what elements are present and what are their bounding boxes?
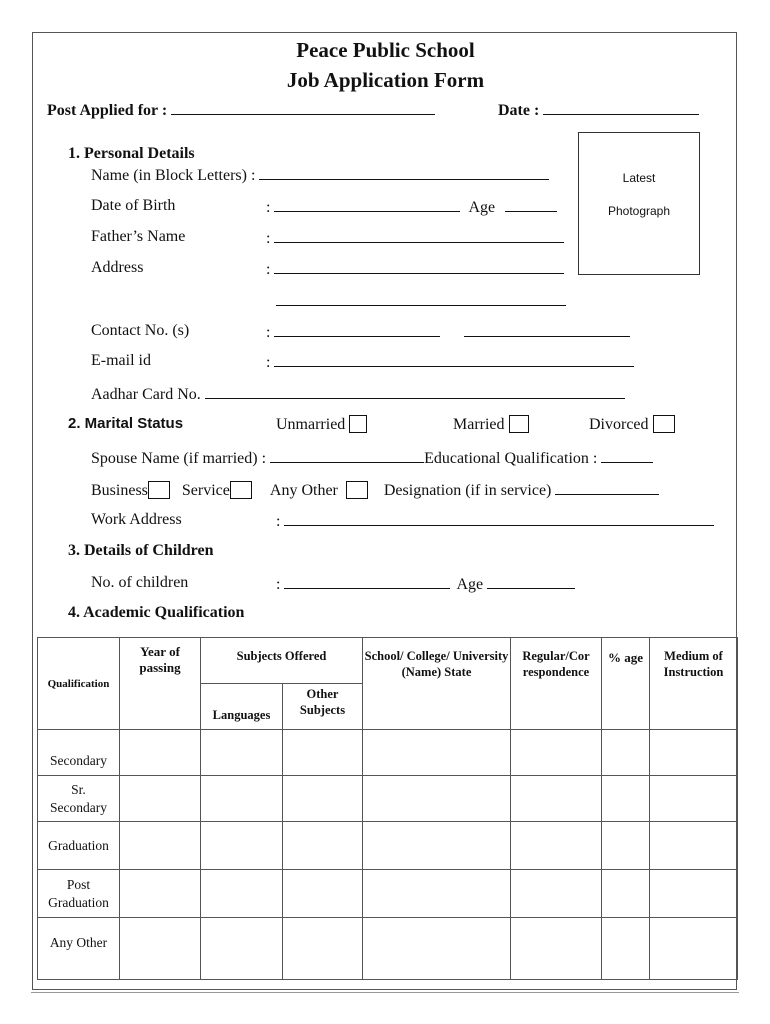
contact-field-1[interactable] [274,322,440,337]
cell[interactable] [602,776,650,822]
section-marital-status-heading: 2. Marital Status [68,415,184,432]
cell[interactable] [363,870,511,918]
cell[interactable] [120,776,201,822]
business-checkbox[interactable] [148,481,170,499]
dob-field[interactable] [274,197,460,212]
service-label: Service [181,482,230,499]
designation-label: Designation (if in service) [383,482,552,499]
cell[interactable] [283,776,363,822]
colon: : [266,354,271,371]
name-row [91,165,549,185]
address-row [266,259,564,279]
name-field[interactable] [259,165,549,180]
cell[interactable] [602,822,650,870]
header-medium: Medium of Instruction [650,638,738,730]
colon: : [266,261,271,278]
address-row-2 [276,291,566,311]
row-label-line1: Post [66,876,91,892]
cell[interactable] [650,776,738,822]
section-academic-heading: 4. Academic Qualification [68,604,245,621]
form-title: Job Application Form [286,68,485,92]
unmarried-checkbox[interactable] [349,415,367,433]
unmarried-option[interactable] [276,415,367,434]
colon: : [266,199,271,216]
aadhar-row [91,384,625,404]
cell[interactable] [201,870,283,918]
contact-field-2[interactable] [464,322,630,337]
age-field[interactable] [505,197,557,212]
row-label-any-other [38,918,120,980]
dob-row [266,197,557,217]
cell[interactable] [120,870,201,918]
page-bottom-rule [31,992,739,993]
unmarried-label: Unmarried [276,416,346,433]
row-label-line2: Graduation [48,894,109,910]
cell[interactable] [201,776,283,822]
school-name: Peace Public School [296,38,475,62]
work-address-label: Work Address [91,511,182,528]
header-languages: Languages [201,684,283,730]
academic-qualification-table [37,637,738,980]
occupation-row [91,480,659,500]
cell[interactable] [363,918,511,980]
children-count-label: No. of children [91,574,189,591]
cell[interactable] [650,822,738,870]
date-label: Date : [498,102,540,119]
any-other-label: Any Other [269,482,338,499]
cell[interactable] [650,730,738,776]
divorced-label: Divorced [589,416,649,433]
photo-box-line2: Photograph [607,204,671,218]
date-field[interactable] [543,100,699,115]
age-label: Age [468,199,496,216]
email-row [266,352,634,372]
father-name-label: Father’s Name [91,228,186,245]
cell[interactable] [120,730,201,776]
edu-qualification-label: Educational Qualification : [424,450,598,467]
work-address-field[interactable] [284,511,714,526]
row-label-line1: Secondary [50,753,107,768]
table-row [38,822,738,870]
spouse-label: Spouse Name (if married) : [91,450,267,467]
married-label: Married [453,416,505,433]
photo-box[interactable] [578,132,700,275]
service-checkbox[interactable] [230,481,252,499]
photo-box-line1: Latest [622,171,656,185]
cell[interactable] [511,730,602,776]
post-applied-label: Post Applied for : [47,102,168,119]
address-label: Address [91,259,144,276]
cell[interactable] [201,822,283,870]
cell[interactable] [120,822,201,870]
section-personal-details-heading: 1. Personal Details [68,145,195,162]
cell[interactable] [511,822,602,870]
header-percentage: % age [602,638,650,730]
contact-row [266,322,630,342]
cell[interactable] [511,918,602,980]
email-label: E-mail id [91,352,151,369]
cell[interactable] [201,730,283,776]
email-field[interactable] [274,352,634,367]
colon: : [276,513,281,530]
header-regular-correspondence: Regular/Cor respondence [511,638,602,730]
married-checkbox[interactable] [509,415,529,433]
cell[interactable] [283,870,363,918]
cell[interactable] [602,870,650,918]
contact-label: Contact No. (s) [91,322,190,339]
colon: : [266,324,271,341]
row-label-line1: Sr. [71,781,86,797]
work-address-row [276,511,714,531]
cell[interactable] [602,918,650,980]
application-form [32,32,737,990]
aadhar-field[interactable] [205,384,625,399]
header-year-of-passing: Year of passing [120,638,201,730]
designation-field[interactable] [555,480,659,495]
married-option[interactable] [453,415,529,434]
cell[interactable] [283,822,363,870]
cell[interactable] [602,730,650,776]
children-age-field[interactable] [487,574,575,589]
spouse-row [91,448,653,468]
cell[interactable] [201,918,283,980]
colon: : [276,576,281,593]
table-row [38,918,738,980]
cell[interactable] [363,822,511,870]
row-label-line1: Any Other [49,935,108,950]
row-label-graduation [38,822,120,870]
row-label-line2: Secondary [50,799,107,815]
spouse-field[interactable] [270,448,424,463]
cell[interactable] [511,776,602,822]
address-field-line2[interactable] [276,291,566,306]
colon: : [266,230,271,247]
children-row [276,574,575,594]
header-qualification: Qualification [38,638,120,730]
row-label-sr-secondary [38,776,120,822]
divorced-option[interactable] [589,415,675,434]
table-row [38,870,738,918]
date-row [498,100,699,120]
cell[interactable] [363,776,511,822]
dob-label: Date of Birth [91,197,176,214]
cell[interactable] [120,918,201,980]
header-subjects-offered: Subjects Offered [201,638,363,684]
address-field-line1[interactable] [274,259,564,274]
table-row [38,776,738,822]
header-other-subjects: Other Subjects [283,684,363,730]
header-school-college: School/ College/ University (Name) State [363,638,511,730]
aadhar-label: Aadhar Card No. [91,386,201,403]
cell[interactable] [283,730,363,776]
divorced-checkbox[interactable] [653,415,675,433]
cell[interactable] [511,870,602,918]
father-name-field[interactable] [274,228,564,243]
cell[interactable] [650,870,738,918]
edu-qualification-field[interactable] [601,448,653,463]
business-label: Business [91,482,148,499]
row-label-secondary [38,730,120,776]
post-applied-field[interactable] [171,100,435,115]
post-applied-row [47,100,435,120]
section-children-heading: 3. Details of Children [68,542,214,559]
cell[interactable] [363,730,511,776]
children-age-label: Age [456,576,484,593]
father-name-row [266,228,564,248]
row-label-post-graduation [38,870,120,918]
name-label: Name (in Block Letters) : [91,167,256,184]
cell[interactable] [283,918,363,980]
any-other-checkbox[interactable] [346,481,368,499]
children-count-field[interactable] [284,574,450,589]
cell[interactable] [650,918,738,980]
table-row [38,730,738,776]
row-label-line1: Graduation [48,837,109,853]
